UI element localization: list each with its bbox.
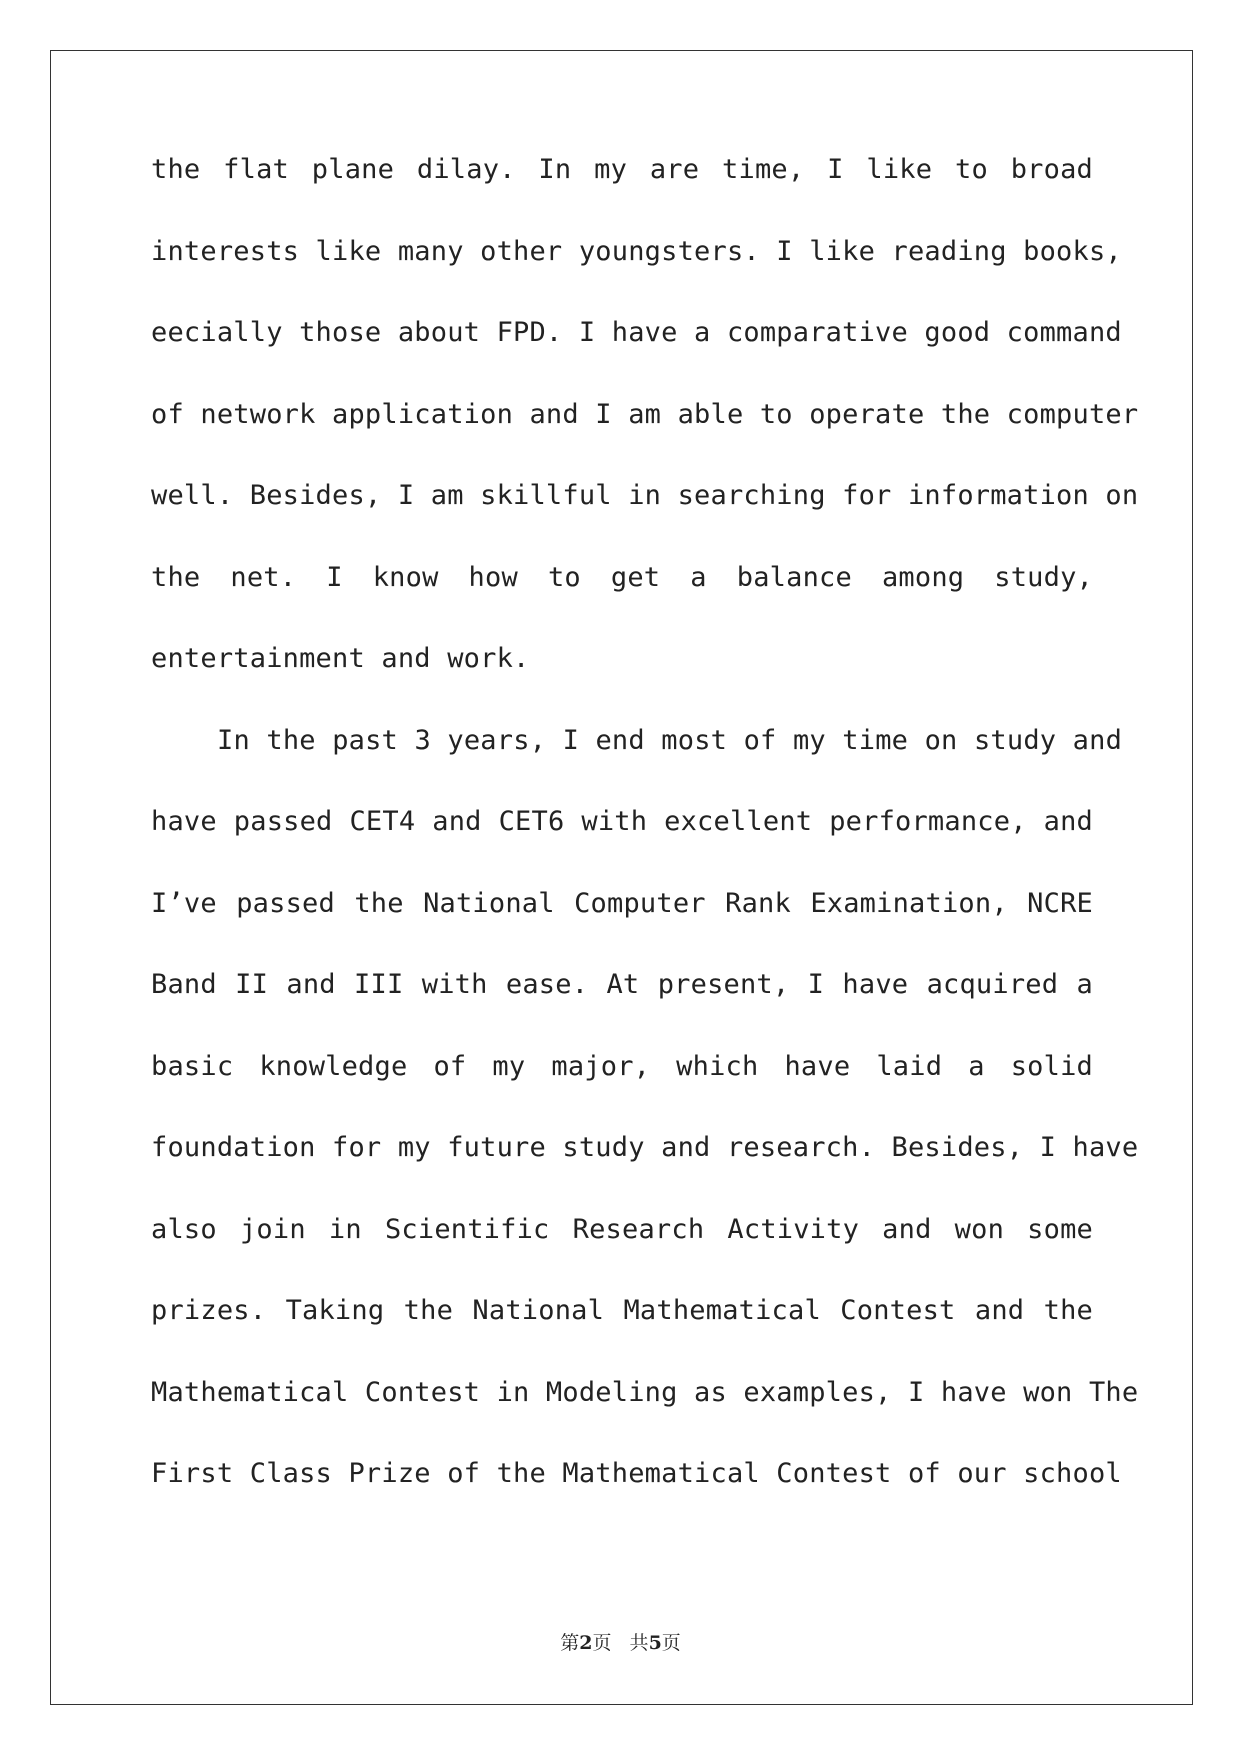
text-line: I’ve passed the National Computer Rank Examination, NCRE	[151, 887, 1093, 919]
paragraph-start-line: In the past 3 years, I end most of my time on study and	[217, 724, 1123, 756]
text-line: foundation for my future study and research. Besides, I have	[151, 1132, 1139, 1163]
page-number-footer	[0, 1628, 1241, 1655]
text-line: eecially those about FPD. I have a comparative good command	[151, 317, 1122, 348]
footer-suffix: 页	[661, 1632, 681, 1654]
text-line: of network application and I am able to operate the computer	[151, 398, 1139, 430]
text-line: Band II and III with ease. At present, I have acquired a	[151, 969, 1093, 1000]
text-line: prizes. Taking the National Mathematical Contest and the	[151, 1295, 1093, 1326]
text-line: First Class Prize of the Mathematical Contest of our school	[151, 1458, 1122, 1489]
body-text	[151, 154, 1139, 1540]
text-line: interests like many other youngsters. I like reading books,	[151, 235, 1122, 267]
text-line: Mathematical Contest in Modeling as examples, I have won The	[151, 1376, 1139, 1408]
text-line: also join in Scientific Research Activity and won some	[151, 1213, 1093, 1245]
text-line: the flat plane dilay. In my are time, I like to broad	[151, 154, 1093, 185]
text-line: well. Besides, I am skillful in searching for information on	[151, 480, 1139, 511]
text-line: basic knowledge of my major, which have laid a solid	[151, 1050, 1093, 1082]
text-line: have passed CET4 and CET6 with excellent performance, and	[151, 806, 1093, 837]
footer-middle: 页 共	[592, 1632, 649, 1654]
text-line: the net. I know how to get a balance among study,	[151, 561, 1093, 593]
total-page-count: 5	[648, 1632, 662, 1654]
text-line: entertainment and work.	[151, 643, 530, 674]
footer-prefix: 第	[560, 1632, 580, 1654]
current-page-number: 2	[579, 1632, 593, 1654]
